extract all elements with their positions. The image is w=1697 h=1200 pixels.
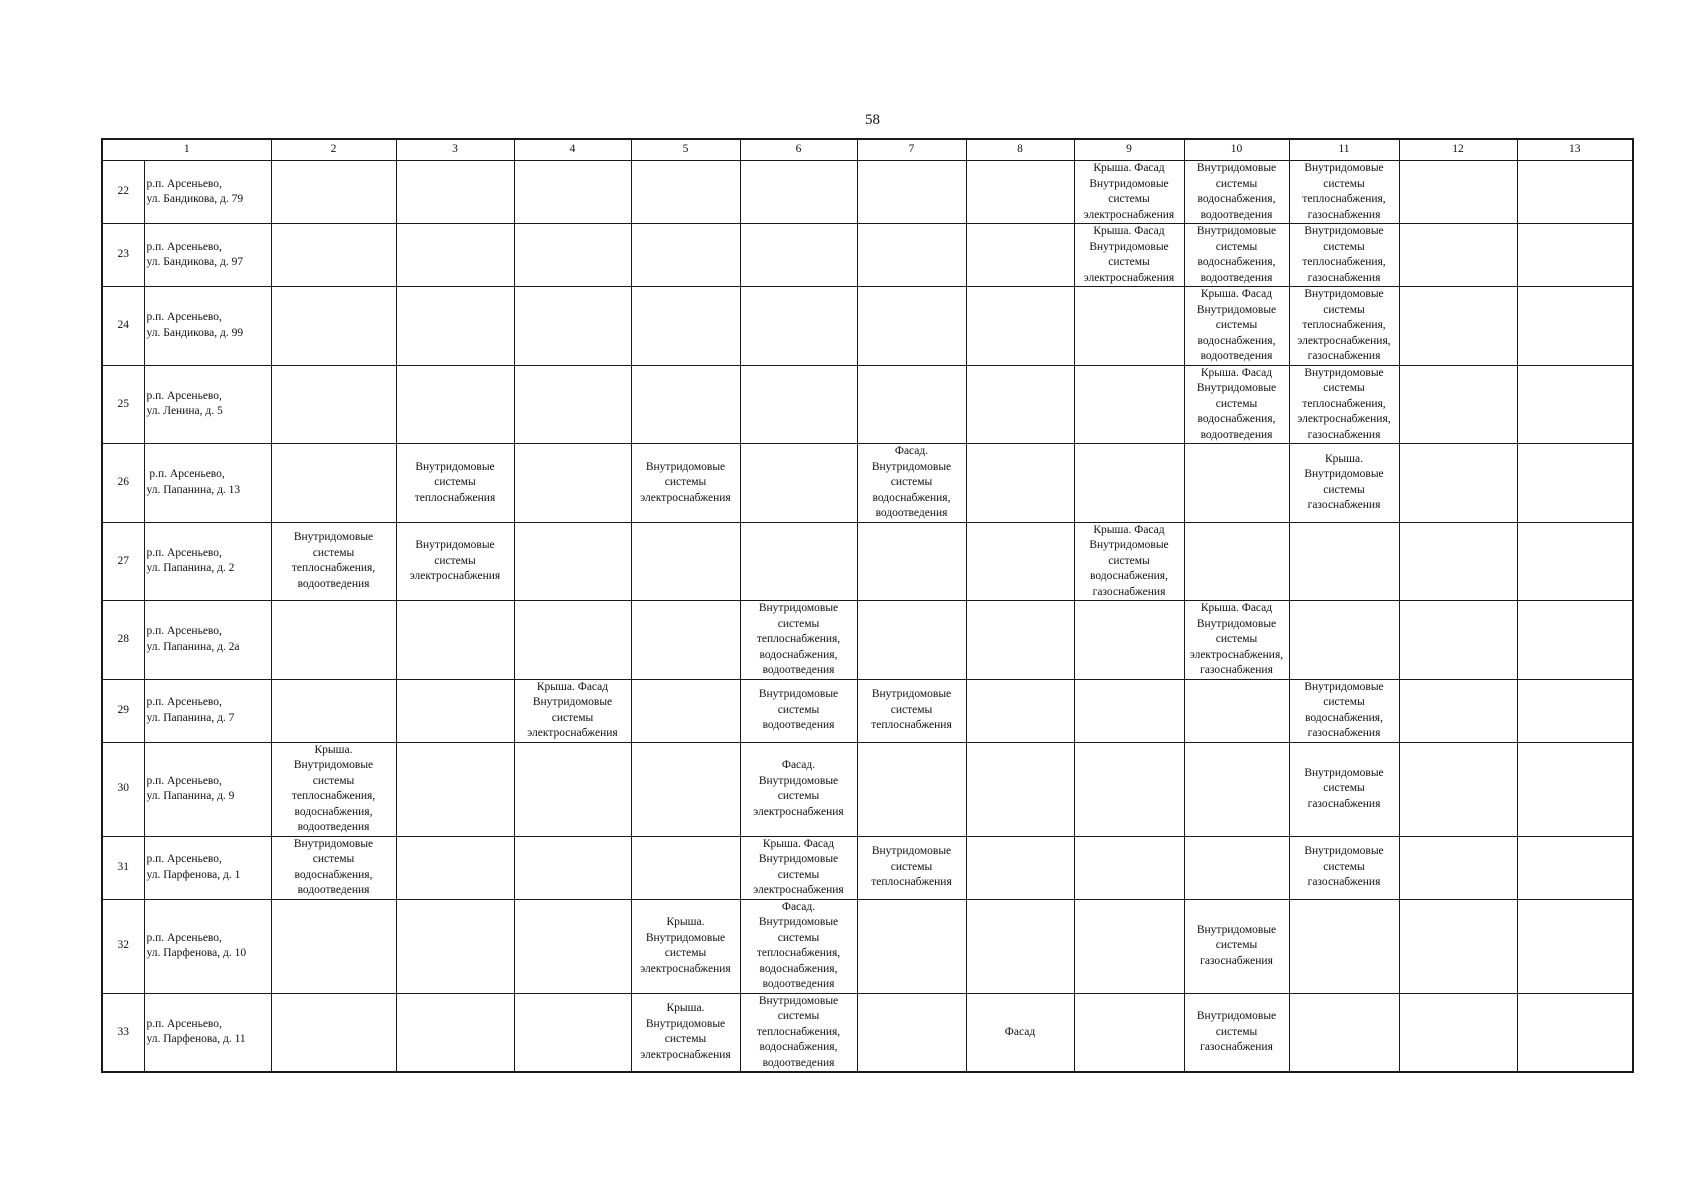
work-cell: Внутридомовые системы теплоснабжения, водоснабжения, водоотведения	[740, 601, 857, 680]
work-cell	[271, 365, 396, 444]
work-cell	[631, 742, 740, 836]
address-cell	[144, 287, 271, 366]
work-cell	[1399, 224, 1517, 287]
address-cell	[144, 161, 271, 224]
address-line-street: ул. Папанина, д. 2а	[146, 640, 240, 653]
work-cell	[1074, 993, 1184, 1072]
work-cell: Крыша. Фасад Внутридомовые системы электроснабжения	[740, 836, 857, 899]
address-cell	[144, 522, 271, 601]
address-line-settlement: р.п. Арсеньево,	[146, 625, 222, 638]
work-cell	[966, 365, 1074, 444]
work-cell: Внутридомовые системы водоснабжения, газоснабжения	[1289, 679, 1399, 742]
work-cell	[857, 742, 966, 836]
work-cell	[271, 287, 396, 366]
work-cell: Внутридомовые системы водоотведения	[740, 679, 857, 742]
table-row	[102, 522, 1633, 601]
work-cell	[1517, 161, 1633, 224]
work-cell	[857, 287, 966, 366]
work-cell: Внутридомовые системы теплоснабжения	[396, 444, 514, 523]
work-cell	[1399, 522, 1517, 601]
work-cell	[966, 601, 1074, 680]
work-cell	[396, 365, 514, 444]
work-cell	[514, 161, 631, 224]
work-cell	[396, 993, 514, 1072]
work-cell	[1289, 993, 1399, 1072]
address-line-settlement: р.п. Арсеньево,	[146, 389, 222, 402]
work-cell: Внутридомовые системы теплоснабжения, газоснабжения	[1289, 161, 1399, 224]
work-cell	[631, 836, 740, 899]
work-cell	[1517, 224, 1633, 287]
work-cell	[514, 993, 631, 1072]
work-cell	[1289, 522, 1399, 601]
work-cell: Крыша. Внутридомовые системы электроснабжения	[631, 899, 740, 993]
work-cell	[1074, 601, 1184, 680]
work-cell	[631, 522, 740, 601]
address-line-settlement: р.п. Арсеньево,	[146, 546, 222, 559]
work-cell	[514, 522, 631, 601]
row-number: 23	[102, 224, 144, 287]
work-cell	[514, 742, 631, 836]
work-cell	[740, 287, 857, 366]
work-cell: Внутридомовые системы теплоснабжения, водоснабжения, водоотведения	[740, 993, 857, 1072]
work-cell	[271, 444, 396, 523]
address-line-street: ул. Папанина, д. 13	[146, 483, 241, 496]
work-cell: Внутридомовые системы газоснабжения	[1289, 836, 1399, 899]
work-cell	[1517, 742, 1633, 836]
work-cell	[966, 742, 1074, 836]
work-cell: Крыша. Фасад Внутридомовые системы водоснабжения, газоснабжения	[1074, 522, 1184, 601]
column-header: 12	[1399, 139, 1517, 161]
work-cell: Внутридомовые системы теплоснабжения	[857, 836, 966, 899]
address-cell	[144, 365, 271, 444]
work-cell	[396, 836, 514, 899]
address-cell	[144, 601, 271, 680]
row-number: 30	[102, 742, 144, 836]
address-line-street: ул. Папанина, д. 7	[146, 711, 235, 724]
address-line-street: ул. Бандикова, д. 99	[146, 326, 244, 339]
work-cell	[1517, 601, 1633, 680]
work-cell	[1517, 679, 1633, 742]
column-header: 2	[271, 139, 396, 161]
work-cell: Крыша. Фасад Внутридомовые системы электроснабжения	[1074, 224, 1184, 287]
address-line-street: ул. Бандикова, д. 97	[146, 256, 244, 268]
work-cell	[857, 522, 966, 601]
table-row	[102, 899, 1633, 993]
work-cell	[966, 444, 1074, 523]
row-number: 32	[102, 899, 144, 993]
address-line-street: ул. Ленина, д. 5	[146, 405, 223, 418]
work-cell	[1517, 365, 1633, 444]
work-cell	[1074, 287, 1184, 366]
work-cell	[1184, 444, 1289, 523]
work-cell	[631, 601, 740, 680]
work-cell	[631, 161, 740, 224]
work-cell	[514, 836, 631, 899]
work-cell	[1399, 444, 1517, 523]
work-cell	[1074, 836, 1184, 899]
work-cell	[396, 287, 514, 366]
address-line-street: ул. Парфенова, д. 11	[146, 1033, 246, 1046]
column-number-row	[102, 139, 1633, 161]
row-number: 26	[102, 444, 144, 523]
work-cell: Внутридомовые системы теплоснабжения, водоотведения	[271, 522, 396, 601]
column-header: 5	[631, 139, 740, 161]
address-cell	[144, 836, 271, 899]
address-line-settlement: р.п. Арсеньево,	[146, 311, 222, 324]
work-cell	[396, 601, 514, 680]
work-cell	[1074, 679, 1184, 742]
work-cell: Внутридомовые системы теплоснабжения, электроснабжения, газоснабжения	[1289, 365, 1399, 444]
work-cell	[1517, 836, 1633, 899]
address-line-settlement: р.п. Арсеньево,	[146, 468, 225, 481]
table-row	[102, 601, 1633, 680]
address-line-settlement: р.п. Арсеньево,	[146, 177, 222, 190]
address-line-settlement: р.п. Арсеньево,	[146, 696, 222, 708]
column-header: 1	[102, 139, 271, 161]
column-header: 11	[1289, 139, 1399, 161]
work-cell: Крыша. Фасад Внутридомовые системы электроснабжения	[514, 679, 631, 742]
work-cell	[514, 365, 631, 444]
work-cell	[1399, 161, 1517, 224]
work-cell	[514, 899, 631, 993]
row-number: 22	[102, 161, 144, 224]
row-number: 31	[102, 836, 144, 899]
address-cell	[144, 679, 271, 742]
work-cell	[966, 161, 1074, 224]
work-cell: Крыша. Внутридомовые системы электроснабжения	[631, 993, 740, 1072]
work-cell	[966, 679, 1074, 742]
work-cell	[271, 899, 396, 993]
table-row	[102, 161, 1633, 224]
work-cell: Внутридомовые системы электроснабжения	[631, 444, 740, 523]
address-line-street: ул. Бандикова, д. 79	[146, 193, 244, 205]
work-cell	[514, 601, 631, 680]
work-cell	[514, 287, 631, 366]
capital-repair-table	[101, 138, 1634, 1073]
work-cell	[514, 444, 631, 523]
work-cell	[1399, 601, 1517, 680]
work-cell	[740, 224, 857, 287]
work-cell	[396, 742, 514, 836]
work-cell: Внутридомовые системы водоснабжения, водоотведения	[271, 836, 396, 899]
work-cell	[1184, 836, 1289, 899]
work-cell	[1399, 742, 1517, 836]
work-cell: Фасад. Внутридомовые системы водоснабжения, водоотведения	[857, 444, 966, 523]
work-cell	[396, 224, 514, 287]
column-header: 4	[514, 139, 631, 161]
work-cell	[631, 679, 740, 742]
work-cell	[1289, 601, 1399, 680]
work-cell: Внутридомовые системы теплоснабжения, электроснабжения, газоснабжения	[1289, 287, 1399, 366]
address-line-street: ул. Парфенова, д. 10	[146, 947, 247, 959]
work-cell	[271, 161, 396, 224]
address-cell	[144, 224, 271, 287]
work-cell	[271, 679, 396, 742]
column-header: 9	[1074, 139, 1184, 161]
row-number: 28	[102, 601, 144, 680]
work-cell	[857, 899, 966, 993]
work-cell	[857, 161, 966, 224]
address-line-street: ул. Папанина, д. 9	[146, 790, 235, 802]
work-cell	[1517, 899, 1633, 993]
work-cell	[1074, 742, 1184, 836]
work-cell	[966, 899, 1074, 993]
work-cell	[631, 224, 740, 287]
work-cell	[740, 161, 857, 224]
table-row	[102, 836, 1633, 899]
work-cell	[1399, 679, 1517, 742]
address-line-settlement: р.п. Арсеньево,	[146, 774, 222, 787]
address-cell	[144, 742, 271, 836]
address-cell	[144, 444, 271, 523]
page-number: 58	[865, 112, 880, 128]
column-header: 3	[396, 139, 514, 161]
address-cell	[144, 993, 271, 1072]
work-cell	[740, 522, 857, 601]
row-number: 25	[102, 365, 144, 444]
table-row	[102, 679, 1633, 742]
work-cell: Фасад. Внутридомовые системы теплоснабжения, водоснабжения, водоотведения	[740, 899, 857, 993]
work-cell: Внутридомовые системы водоснабжения, водоотведения	[1184, 161, 1289, 224]
work-cell: Внутридомовые системы теплоснабжения	[857, 679, 966, 742]
column-header: 7	[857, 139, 966, 161]
work-cell	[1517, 993, 1633, 1072]
work-cell: Крыша. Фасад Внутридомовые системы электроснабжения, газоснабжения	[1184, 601, 1289, 680]
column-header: 8	[966, 139, 1074, 161]
work-cell: Крыша. Фасад Внутридомовые системы водоснабжения, водоотведения	[1184, 365, 1289, 444]
work-cell	[1517, 287, 1633, 366]
work-cell: Внутридомовые системы газоснабжения	[1289, 742, 1399, 836]
work-cell	[631, 365, 740, 444]
work-cell	[966, 522, 1074, 601]
table-row	[102, 444, 1633, 523]
address-line-settlement: р.п. Арсеньево,	[146, 1017, 222, 1030]
work-cell	[396, 899, 514, 993]
work-cell	[396, 161, 514, 224]
column-header: 10	[1184, 139, 1289, 161]
column-header: 13	[1517, 139, 1633, 161]
row-number: 27	[102, 522, 144, 601]
work-cell: Внутридомовые системы теплоснабжения, газоснабжения	[1289, 224, 1399, 287]
work-cell: Фасад	[966, 993, 1074, 1072]
table-row	[102, 224, 1633, 287]
table-row	[102, 287, 1633, 366]
work-cell	[966, 224, 1074, 287]
work-cell	[1399, 365, 1517, 444]
work-cell: Крыша. Внутридомовые системы теплоснабжения, водоснабжения, водоотведения	[271, 742, 396, 836]
row-number: 33	[102, 993, 144, 1072]
work-cell	[1074, 444, 1184, 523]
work-cell	[1399, 836, 1517, 899]
work-cell	[631, 287, 740, 366]
work-cell	[271, 224, 396, 287]
work-cell: Крыша. Фасад Внутридомовые системы электроснабжения	[1074, 161, 1184, 224]
row-number: 24	[102, 287, 144, 366]
work-cell	[1399, 899, 1517, 993]
work-cell	[1184, 742, 1289, 836]
work-cell: Внутридомовые системы газоснабжения	[1184, 993, 1289, 1072]
work-cell	[740, 365, 857, 444]
work-cell	[857, 365, 966, 444]
work-cell	[857, 601, 966, 680]
address-line-street: ул. Папанина, д. 2	[146, 562, 235, 575]
work-cell	[857, 224, 966, 287]
table-row	[102, 365, 1633, 444]
address-line-settlement: р.п. Арсеньево,	[146, 853, 222, 865]
work-cell	[1289, 899, 1399, 993]
work-cell	[271, 601, 396, 680]
work-cell: Крыша. Фасад Внутридомовые системы водоснабжения, водоотведения	[1184, 287, 1289, 366]
row-number: 29	[102, 679, 144, 742]
table-row	[102, 742, 1633, 836]
work-cell: Крыша. Внутридомовые системы газоснабжения	[1289, 444, 1399, 523]
work-cell	[740, 444, 857, 523]
work-cell	[1184, 679, 1289, 742]
work-cell	[966, 287, 1074, 366]
address-line-settlement: р.п. Арсеньево,	[146, 931, 222, 944]
work-cell: Внутридомовые системы газоснабжения	[1184, 899, 1289, 993]
work-cell: Внутридомовые системы электроснабжения	[396, 522, 514, 601]
address-cell	[144, 899, 271, 993]
work-cell	[514, 224, 631, 287]
column-header: 6	[740, 139, 857, 161]
table-body	[102, 161, 1633, 1073]
work-cell	[966, 836, 1074, 899]
work-cell	[1517, 522, 1633, 601]
address-line-street: ул. Парфенова, д. 1	[146, 868, 241, 881]
work-cell	[1399, 287, 1517, 366]
work-cell	[396, 679, 514, 742]
work-cell	[857, 993, 966, 1072]
work-cell: Фасад. Внутридомовые системы электроснабжения	[740, 742, 857, 836]
work-cell: Внутридомовые системы водоснабжения, водоотведения	[1184, 224, 1289, 287]
work-cell	[1517, 444, 1633, 523]
table-row	[102, 993, 1633, 1072]
work-cell	[271, 993, 396, 1072]
work-cell	[1399, 993, 1517, 1072]
work-cell	[1074, 365, 1184, 444]
work-cell	[1074, 899, 1184, 993]
work-cell	[1184, 522, 1289, 601]
address-line-settlement: р.п. Арсеньево,	[146, 240, 222, 253]
